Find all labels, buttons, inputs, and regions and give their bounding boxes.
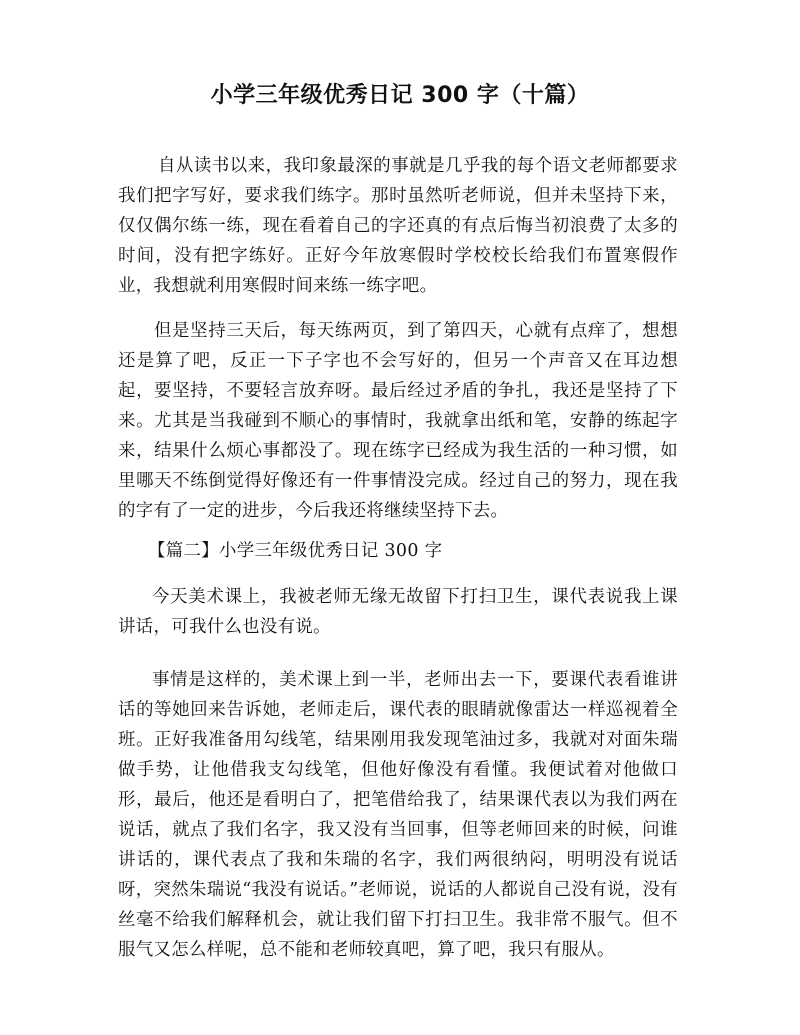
section-heading-2: 【篇二】小学三年级优秀日记 300 字: [148, 541, 443, 561]
page-title: 小学三年级优秀日记 300 字（十篇）: [210, 83, 590, 108]
paragraph-2: 但是坚持三天后，每天练两页，到了第四天，心就有点痒了，想想还是算了吧，反正一下子字也不会写好的，但另一个声音又在耳边想起，要坚持，不要轻言放弃呀。最后经过矛盾的争扎，我还是坚持了下来。尤其是当我碰到不顺心的事情时，我就拿出纸和笔，安静的练起字来，结果什么烦心事都没了。现在练字已经成为我生活的一种习惯，如里哪天不练倒觉得好像还有一件事情没完成。经过自己的努力，现在我的字有了一定的进步，今后我还将继续坚持下去。: [118, 321, 678, 521]
paragraph-4: 事情是这样的，美术课上到一半，老师出去一下，要课代表看谁讲话的等她回来告诉她，老师走后，课代表的眼睛就像雷达一样巡视着全班。正好我准备用勾线笔，结果刚用我发现笔油过多，我就对对面朱瑞做手势，让他借我支勾线笔，但他好像没有看懂。我便试着对他做口形，最后，他还是看明白了，把笔借给我了，结果课代表以为我们两在说话，就点了我们名字，我又没有当回事，但等老师回来的时候，问谁讲话的，课代表点了我和朱瑞的名字，我们两很纳闷，明明没有说话呀，突然朱瑞说“我没有说话。”老师说，说话的人都说自己没有说，没有丝毫不给我们解释机会，就让我们留下打扫卫生。我非常不服气。但不服气又怎么样呢，总不能和老师较真吧，算了吧，我只有服从。: [118, 670, 678, 960]
paragraph-1: 自从读书以来，我印象最深的事就是几乎我的每个语文老师都要求我们把字写好，要求我们练字。那时虽然听老师说，但并未坚持下来，仅仅偶尔练一练，现在看着自己的字还真的有点后悔当初浪费了太多的时间，没有把字练好。正好今年放寒假时学校校长给我们布置寒假作业，我想就利用寒假时间来练一练字吧。: [118, 156, 678, 296]
paragraph-3: 今天美术课上，我被老师无缘无故留下打扫卫生，课代表说我上课讲话，可我什么也没有说。: [118, 587, 678, 637]
